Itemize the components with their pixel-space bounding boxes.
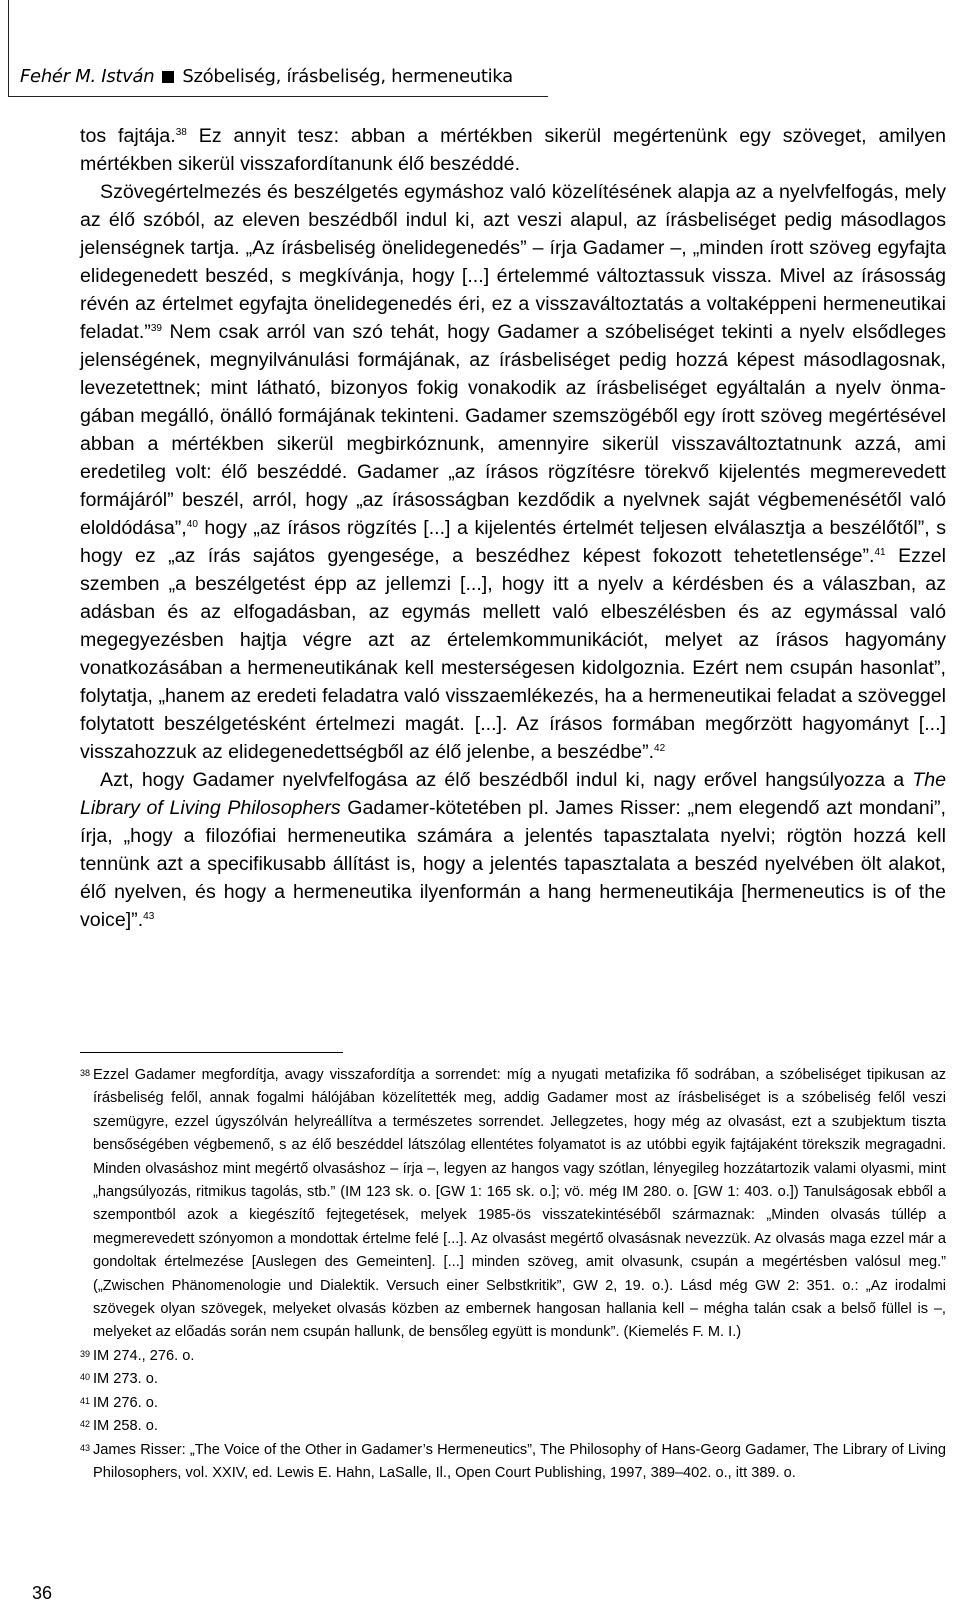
footnote-text: IM 276. o. xyxy=(93,1394,158,1411)
text-run: Szövegértelmezés és beszélgetés egymáshoz való közelítésének alapja az a nyelvfelfogás, mely az élő szóból, az eleven beszédből indul ki, azt veszi alapul, az írásbeliséget pedig másodlagos jelenségnek tartja. „Az írásbeliség önelidegenedés” – írja Gadamer –, „minden írott szöveg egyfajta elidegenedett beszéd, s megkívánja, hogy [...] értelemmé változtassuk vissza. Mivel az írásosság révén az értelmet egyfajta önelidegenedés éri, ez a visszaváltoztatás a voltaképpeni hermeneutikai feladat.” xyxy=(80,181,946,343)
footnote-43 xyxy=(80,1439,946,1486)
footnote-text: Ezzel Gadamer megfordítja, avagy visszafordítja a sorrendet: míg a nyugati metafizika fő sodrában, a szóbeliséget tipikusan az írásbeliség felől, annak fogalmi hálójában közelítették meg, addig Gadamer most az írásbeliséget is a szóbeliség felől veszi szemügyre, ezzel úgyszólván helyreállítva a természetes sorrendet. Jellegzetes, hogy még az olvasást, ezt a szubjektum tiszta bensőségében végbemenő, s az élő beszéddel látszólag ellentétes folyamatot is az utóbbi egyik fajtájaként törekszik megragadni. Minden olvasáshoz mint megértő olvasáshoz – írja –, legyen az hangos vagy szótlan, lényegileg hozzátartozik valami olyasmi, mint „hangsúlyozás, ritmikus tagolás, stb.” (IM 123 sk. o. [GW 1: 165 sk. o.]; vö. még IM 280. o. [GW 1: 403. o.]) Tanulságosak ebből a szempontból azok a kiegészítő fejtegetések, melyek 1985-ös visszatekintéséből származnak: „Minden olvasás túllép a megmerevedett szónyomon a mondottak értelme felé [...]. Az olvasást megértő olvasásnak nevezzük. Az olvasás maga ezzel már a gondoltak értelmezése [Auslegen des Gemeinten]. [...] minden szöveg, amit olvasunk, csupán a megértésben valósul meg.” („Zwischen Phänomenologie und Dialektik. Versuch einer Selbstkritik”, GW 2, 19. o.). Lásd még GW 2: 351. o.: „Az irodalmi szövegek olyan szövegek, melyeket olvasás közben az embernek hangosan hallania kell – mégha talán csak a belső füllel is –, melyeket az előadás során nem csupán hallunk, de bensőleg együtt is mondunk”. (Kiemelés F. M. I.) xyxy=(93,1067,946,1341)
footnote-42 xyxy=(80,1415,946,1438)
footnote-ref: 42 xyxy=(654,743,666,754)
footnote-ref: 39 xyxy=(150,323,162,334)
footnote-number: 42 xyxy=(80,1419,91,1430)
paragraph-1 xyxy=(80,122,946,178)
text-run: tos fajtája. xyxy=(80,125,176,147)
footnote-text: IM 273. o. xyxy=(93,1371,158,1388)
running-header xyxy=(20,66,513,87)
footnote-ref: 41 xyxy=(874,547,886,558)
main-text xyxy=(80,122,946,934)
footnote-40 xyxy=(80,1368,946,1391)
footnote-41 xyxy=(80,1392,946,1415)
footnote-ref: 40 xyxy=(186,519,198,530)
text-run: Gadamer-kötetében pl. James Risser: „nem elegendő azt mondani”, írja, „hogy a filozófiai hermeneutika számára a jelentés tapasztalata nyelvi; rögtön hozzá kell tennünk azt a specifikusabb állítást is, hogy a jelentés tapasztalata a beszéd nyelvében ölt alakot, élő nyelven, és hogy a hermeneutika ilyenformán a hang hermeneutikája [hermeneutics is of the voice]”. xyxy=(80,797,946,931)
footnote-ref: 38 xyxy=(175,127,187,138)
text-run: Ezzel szemben „a beszélgetést épp az jellemzi [...], hogy itt a nyelv a kérdésben és a válaszban, az adásban és az elfogadásban, az egymás mellett való elbeszélésben és az egymással való megegyezésben hajtja végre azt az értelemkommunikációt, melyet az írásos hagyomány vonatkozásában a hermeneutikának kell mesterségesen kidolgoznia. Ezért nem csupán hasonlat”, folytatja, „hanem az eredeti feladatra való visszaemlékezés, ha a hermeneutikai feladat a szöveggel folytatott beszélgetésként értelmezi magát. [...]. Az írásos formában megőrzött hagyományt [...] visszahozzuk az elidegenedettségből az élő jelenbe, a beszédbe”. xyxy=(80,545,946,763)
footnote-39 xyxy=(80,1345,946,1368)
footnote-number: 43 xyxy=(80,1442,91,1453)
page-number: 36 xyxy=(32,1583,53,1603)
footnote-ref: 43 xyxy=(143,911,155,922)
header-vertical-rule xyxy=(8,0,9,96)
footnote-number: 39 xyxy=(80,1348,91,1359)
square-bullet-icon xyxy=(162,71,174,83)
text-run: Nem csak arról van szó tehát, hogy Gadamer a szóbeliséget tekinti a nyelv elsődleges jelenségének, megnyilvánulási formájának, az írásbeliséget pedig hozzá képest másodlagosnak, levezetettnek; mint látható, bizonyos fokig vonakodik az írásbeliséget egyáltalán a nyelv önmagában megálló, önálló formájának tekinteni. Gadamer szemszögéből egy írott szöveg megértésével abban a mértékben sikerül megbirkóznunk, amennyire sikerül visszaváltoztatnunk azzá, ami eredetileg volt: élő beszéddé. Gadamer „az írásos rögzítésre törekvő kijelentés megmerevedett formájáról” beszél, arról, hogy „az írásosságban kezdődik a nyelvnek saját végbemenésétől való eloldódása”, xyxy=(80,321,946,539)
footnote-separator xyxy=(80,1052,343,1053)
footnote-text: James Risser: „The Voice of the Other in Gadamer’s Hermeneutics”, The Philosophy of Hans-Georg Gadamer, The Library of Living Philosophers, vol. XXIV, ed. Lewis E. Hahn, LaSalle, Il., Open Court Publishing, 1997, 389–402. o., itt 389. o. xyxy=(93,1441,946,1481)
footnote-number: 38 xyxy=(80,1068,91,1078)
text-run: hogy „az írásos rögzítés [...] a kijelentés értelmét teljesen elválasztja a beszélőtől”, s hogy ez „az írás sajátos gyengesége, a beszédhez képest fokozott tehetetlensége”. xyxy=(80,517,946,567)
text-run: Ez annyit tesz: abban a mértékben sikerül megértenünk egy szöveget, amilyen mértékben sikerül visszafordítanunk élő beszéddé. xyxy=(80,125,946,175)
footnotes xyxy=(80,1064,946,1485)
footnote-text: IM 274., 276. o. xyxy=(93,1347,195,1364)
header-horizontal-rule xyxy=(8,96,548,97)
paragraph-3 xyxy=(80,766,946,934)
footnote-38 xyxy=(80,1064,946,1345)
footnote-number: 41 xyxy=(80,1395,91,1406)
footnote-text: IM 258. o. xyxy=(93,1418,158,1435)
paragraph-2 xyxy=(80,178,946,766)
header-title: Szóbeliség, írásbeliség, hermeneutika xyxy=(182,66,513,87)
footnote-number: 40 xyxy=(80,1372,91,1383)
text-run: Azt, hogy Gadamer nyelvfelfogása az élő beszédből indul ki, nagy erővel hangsúlyozza a xyxy=(100,769,913,791)
header-author: Fehér M. István xyxy=(20,66,155,87)
book-series-title: The Library of Living Philosophers xyxy=(80,769,946,819)
